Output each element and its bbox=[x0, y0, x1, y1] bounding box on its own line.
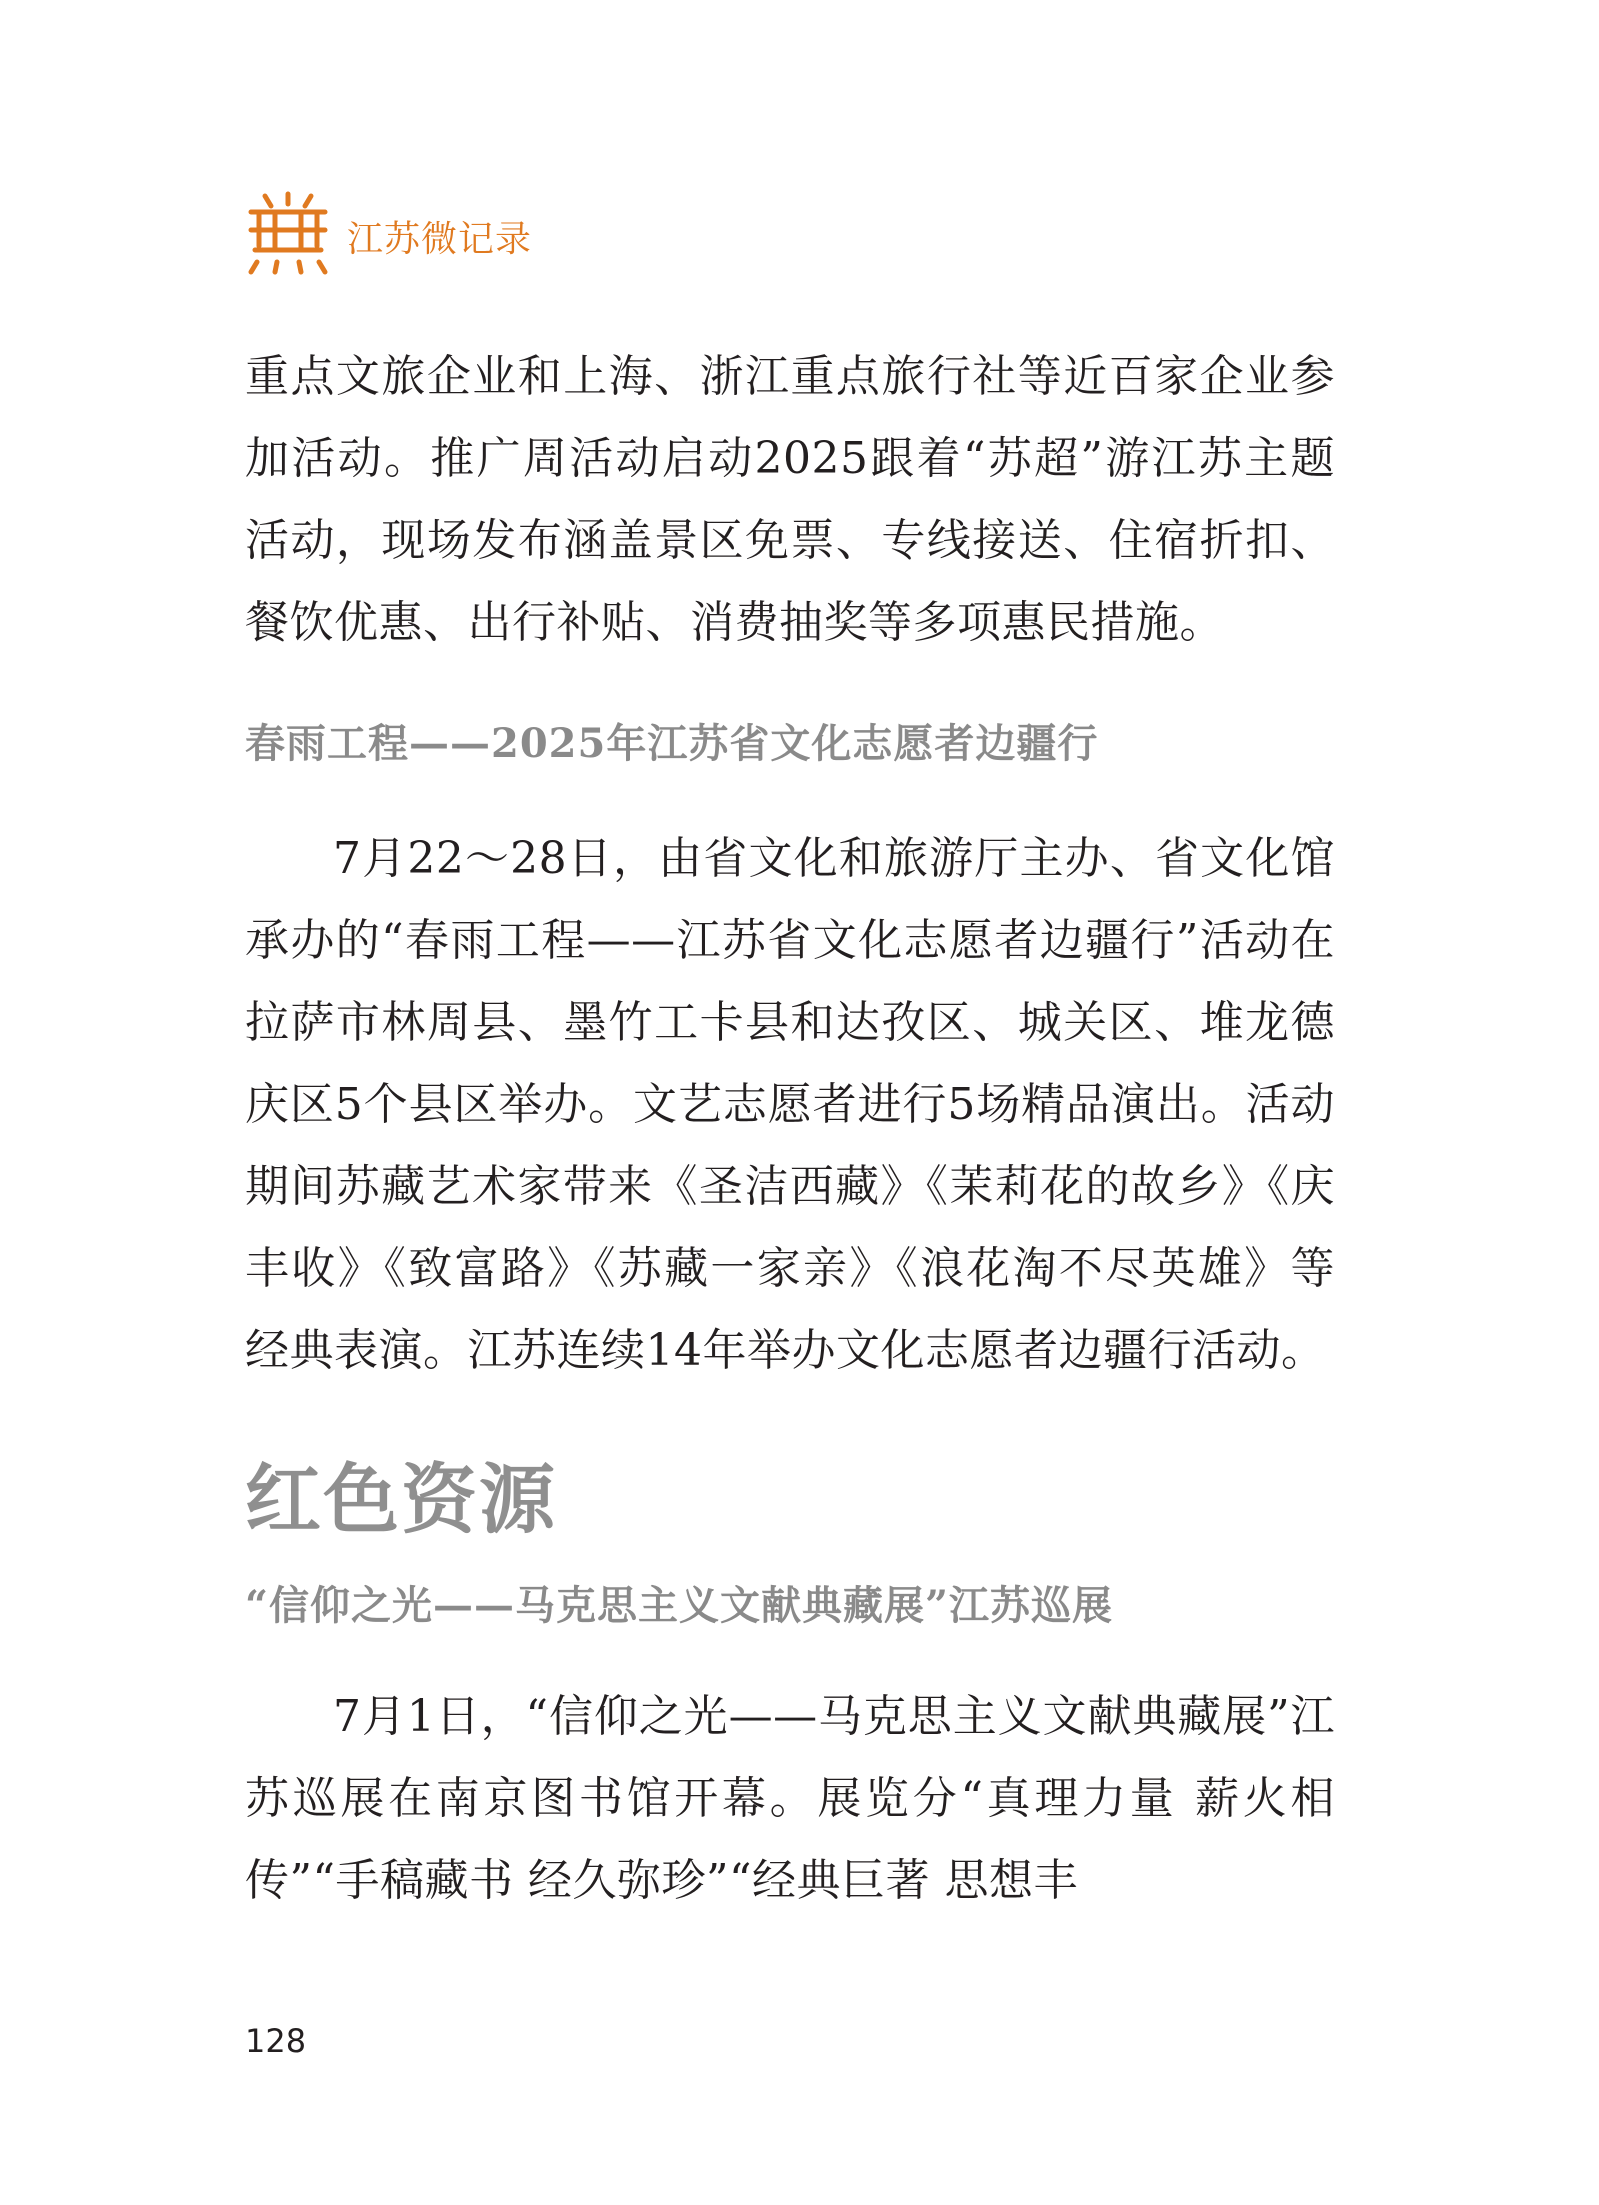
subheading-light-of-faith: “信仰之光——马克思主义文献典藏展”江苏巡展 bbox=[245, 1582, 1114, 1629]
jiangsu-logo-icon bbox=[245, 190, 331, 276]
header-title: 江苏微记录 bbox=[347, 219, 533, 260]
subheading-spring-rain: 春雨工程——2025年江苏省文化志愿者边疆行 bbox=[245, 720, 1099, 767]
page-number: 128 bbox=[245, 2022, 307, 2060]
paragraph-1: 重点文旅企业和上海、浙江重点旅行社等近百家企业参加活动。推广周活动启动2025跟着“苏超”游江苏主题活动，现场发布涵盖景区免票、专线接送、住宿折扣、餐饮优惠、出行补贴、消费抽奖等多项惠民措施。 bbox=[245, 351, 1335, 648]
page-header bbox=[245, 190, 532, 276]
paragraph-3: 7月1日，“信仰之光——马克思主义文献典藏展”江苏巡展在南京图书馆开幕。展览分“真理力量 薪火相传”“手稿藏书 经久弥珍”“经典巨著 思想丰 bbox=[245, 1691, 1335, 1906]
page-body bbox=[245, 336, 1335, 1922]
paragraph-2: 7月22～28日，由省文化和旅游厅主办、省文化馆承办的“春雨工程——江苏省文化志愿者边疆行”活动在拉萨市林周县、墨竹工卡县和达孜区、城关区、堆龙德庆区5个县区举办。文艺志愿者进行5场精品演出。活动期间苏藏艺术家带来《圣洁西藏》《茉莉花的故乡》《庆丰收》《致富路》《苏藏一家亲》《浪花淘不尽英雄》等经典表演。江苏连续14年举办文化志愿者边疆行活动。 bbox=[245, 833, 1335, 1376]
section-heading-red-resources: 红色资源 bbox=[245, 1455, 557, 1544]
